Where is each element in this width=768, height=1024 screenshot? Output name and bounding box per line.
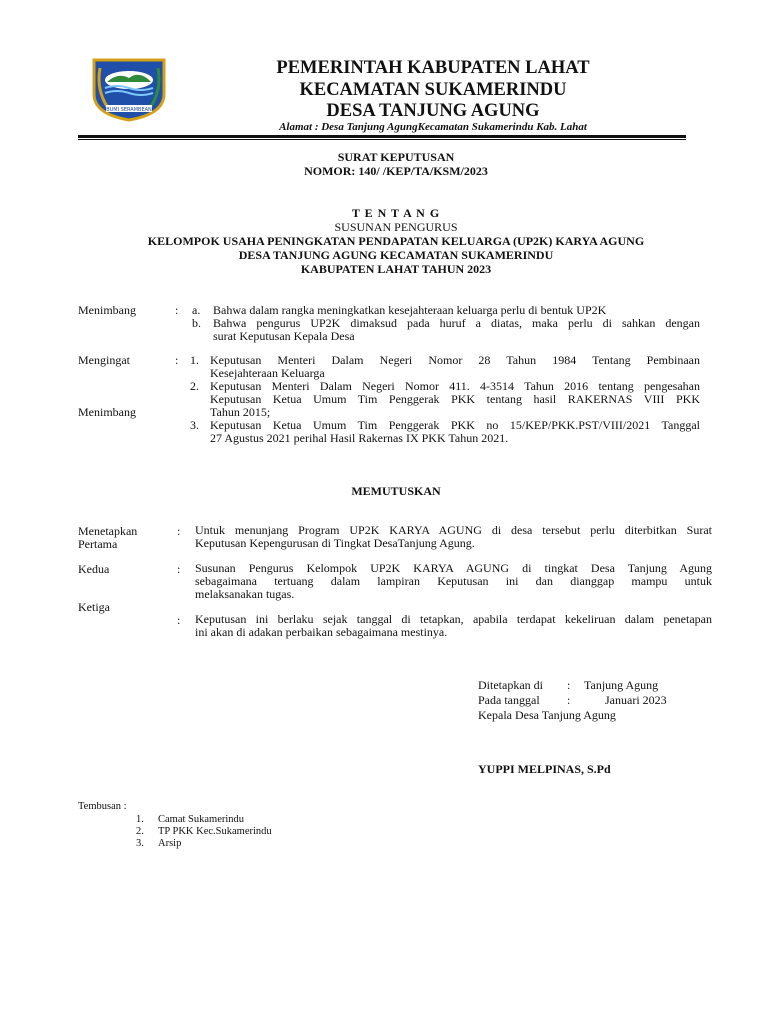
regency-crest-icon — [90, 56, 168, 122]
decision-kedua — [195, 562, 712, 601]
subject-line-1: SUSUNAN PENGURUS — [334, 220, 458, 234]
signer-name: YUPPI MELPINAS, S.Pd — [478, 762, 611, 776]
text-line: 27 Agustus 2021 perihal Hasil Rakernas IX PKK Tahun 2021. — [210, 431, 509, 445]
text-line: Bahwa pengurus UP2K dimaksud pada huruf a diatas, maka perlu di sahkan dengan — [213, 316, 700, 330]
menimbang-item-b — [213, 317, 700, 343]
list-marker: 1. — [136, 814, 144, 825]
colon: : — [567, 678, 571, 692]
text-line: ini akan di adakan perbaikan sebagaimana mestinya. — [195, 625, 448, 639]
text-line: surat Keputusan Kepala Desa — [213, 329, 355, 343]
pertama-label: Pertama — [78, 537, 118, 551]
menetapkan-label: Menetapkan — [78, 524, 138, 538]
colon: : — [177, 524, 181, 538]
colon: : — [567, 693, 571, 707]
ditetapkan-label: Ditetapkan di — [478, 678, 543, 692]
text-line: Keputusan Menteri Dalam Negeri Nomor 28 Tahun 1984 Tentang Pembinaan — [210, 353, 700, 367]
mengingat-item-3 — [210, 419, 700, 445]
text-line: Keputusan ini berlaku sejak tanggal di tetapkan, apabila terdapat kekeliruan dalam penetapan — [195, 612, 712, 626]
text-line: Tahun 2015; — [210, 405, 271, 419]
menimbang-label: Menimbang — [78, 303, 136, 317]
document-number: NOMOR: 140/ /KEP/TA/KSM/2023 — [304, 164, 488, 178]
signer-position: Kepala Desa Tanjung Agung — [478, 708, 616, 722]
colon: : — [175, 353, 179, 367]
document-title: SURAT KEPUTUSAN — [337, 150, 455, 164]
header-rule-thick — [78, 135, 686, 138]
decision-ketiga — [195, 613, 712, 639]
text-line: Keputusan Kepengurusan di Tingkat DesaTanjung Agung. — [195, 536, 475, 550]
ketiga-label: Ketiga — [78, 600, 110, 614]
decision-pertama — [195, 524, 712, 550]
header-village: DESA TANJUNG AGUNG — [326, 101, 540, 121]
memutuskan-heading: MEMUTUSKAN — [351, 484, 441, 498]
signature-block — [478, 678, 718, 722]
text-line: Keputusan Menteri Dalam Negeri Nomor 411. 4-3514 Tahun 2016 tentang pengesahan — [210, 379, 700, 393]
header-address: Alamat : Desa Tanjung AgungKecamatan Sukamerindu Kab. Lahat — [279, 121, 587, 133]
subject-line-4: KABUPATEN LAHAT TAHUN 2023 — [300, 262, 492, 276]
list-marker: 3. — [190, 418, 199, 432]
subject-line-2: KELOMPOK USAHA PENINGKATAN PENDAPATAN KELUARGA (UP2K) KARYA AGUNG — [147, 234, 645, 248]
tanggal-label: Pada tanggal — [478, 693, 540, 707]
list-marker: 1. — [190, 353, 199, 367]
mengingat-label: Mengingat — [78, 353, 130, 367]
text-line: Kesejahteraan Keluarga — [210, 366, 325, 380]
ditetapkan-value: Tanjung Agung — [584, 678, 659, 692]
subject-line-3: DESA TANJUNG AGUNG KECAMATAN SUKAMERINDU — [238, 248, 554, 262]
tembusan-label: Tembusan : — [78, 801, 127, 812]
tembusan-item: Arsip — [158, 838, 182, 849]
mengingat-item-2 — [210, 380, 700, 419]
kedua-label: Kedua — [78, 562, 110, 576]
tembusan-item: TP PKK Kec.Sukamerindu — [158, 826, 272, 837]
header-district: KECAMATAN SUKAMERINDU — [299, 80, 567, 100]
header-rule-thin — [78, 139, 686, 140]
list-marker: 2. — [190, 379, 199, 393]
text-line: Keputusan Ketua Umum Tim Penggerak PKK tentang hasil RAKERNAS VIII PKK — [210, 392, 700, 406]
colon: : — [175, 303, 179, 317]
header-government: PEMERINTAH KABUPATEN LAHAT — [276, 58, 590, 78]
tanggal-value: Januari 2023 — [605, 693, 667, 707]
colon: : — [177, 613, 181, 627]
list-marker: b. — [192, 316, 201, 330]
mengingat-item-1 — [210, 354, 700, 380]
list-marker: 2. — [136, 826, 144, 837]
logo-caption: BUMI SERAMBEAN — [106, 107, 152, 113]
list-marker: 3. — [136, 838, 144, 849]
tentang-heading: T E N T A N G — [351, 206, 441, 220]
text-line: Bahwa dalam rangka meningkatkan kesejahteraan keluarga perlu di bentuk UP2K — [213, 303, 607, 317]
text-line: sebagaimana tertuang dalam lampiran Keputusan ini dan dianggap mampu untuk — [195, 574, 712, 588]
text-line: Untuk menunjang Program UP2K KARYA AGUNG di desa tersebut perlu diterbitkan Surat — [195, 523, 712, 537]
list-marker: a. — [192, 303, 201, 317]
text-line: Susunan Pengurus Kelompok UP2K KARYA AGUNG di tingkat Desa Tanjung Agung — [195, 561, 712, 575]
tembusan-item: Camat Sukamerindu — [158, 814, 245, 825]
text-line: Keputusan Ketua Umum Tim Penggerak PKK no 15/KEP/PKK.PST/VIII/2021 Tanggal — [210, 418, 700, 432]
colon: : — [177, 562, 181, 576]
text-line: melaksanakan tugas. — [195, 587, 295, 601]
menimbang-label-2: Menimbang — [78, 405, 136, 419]
